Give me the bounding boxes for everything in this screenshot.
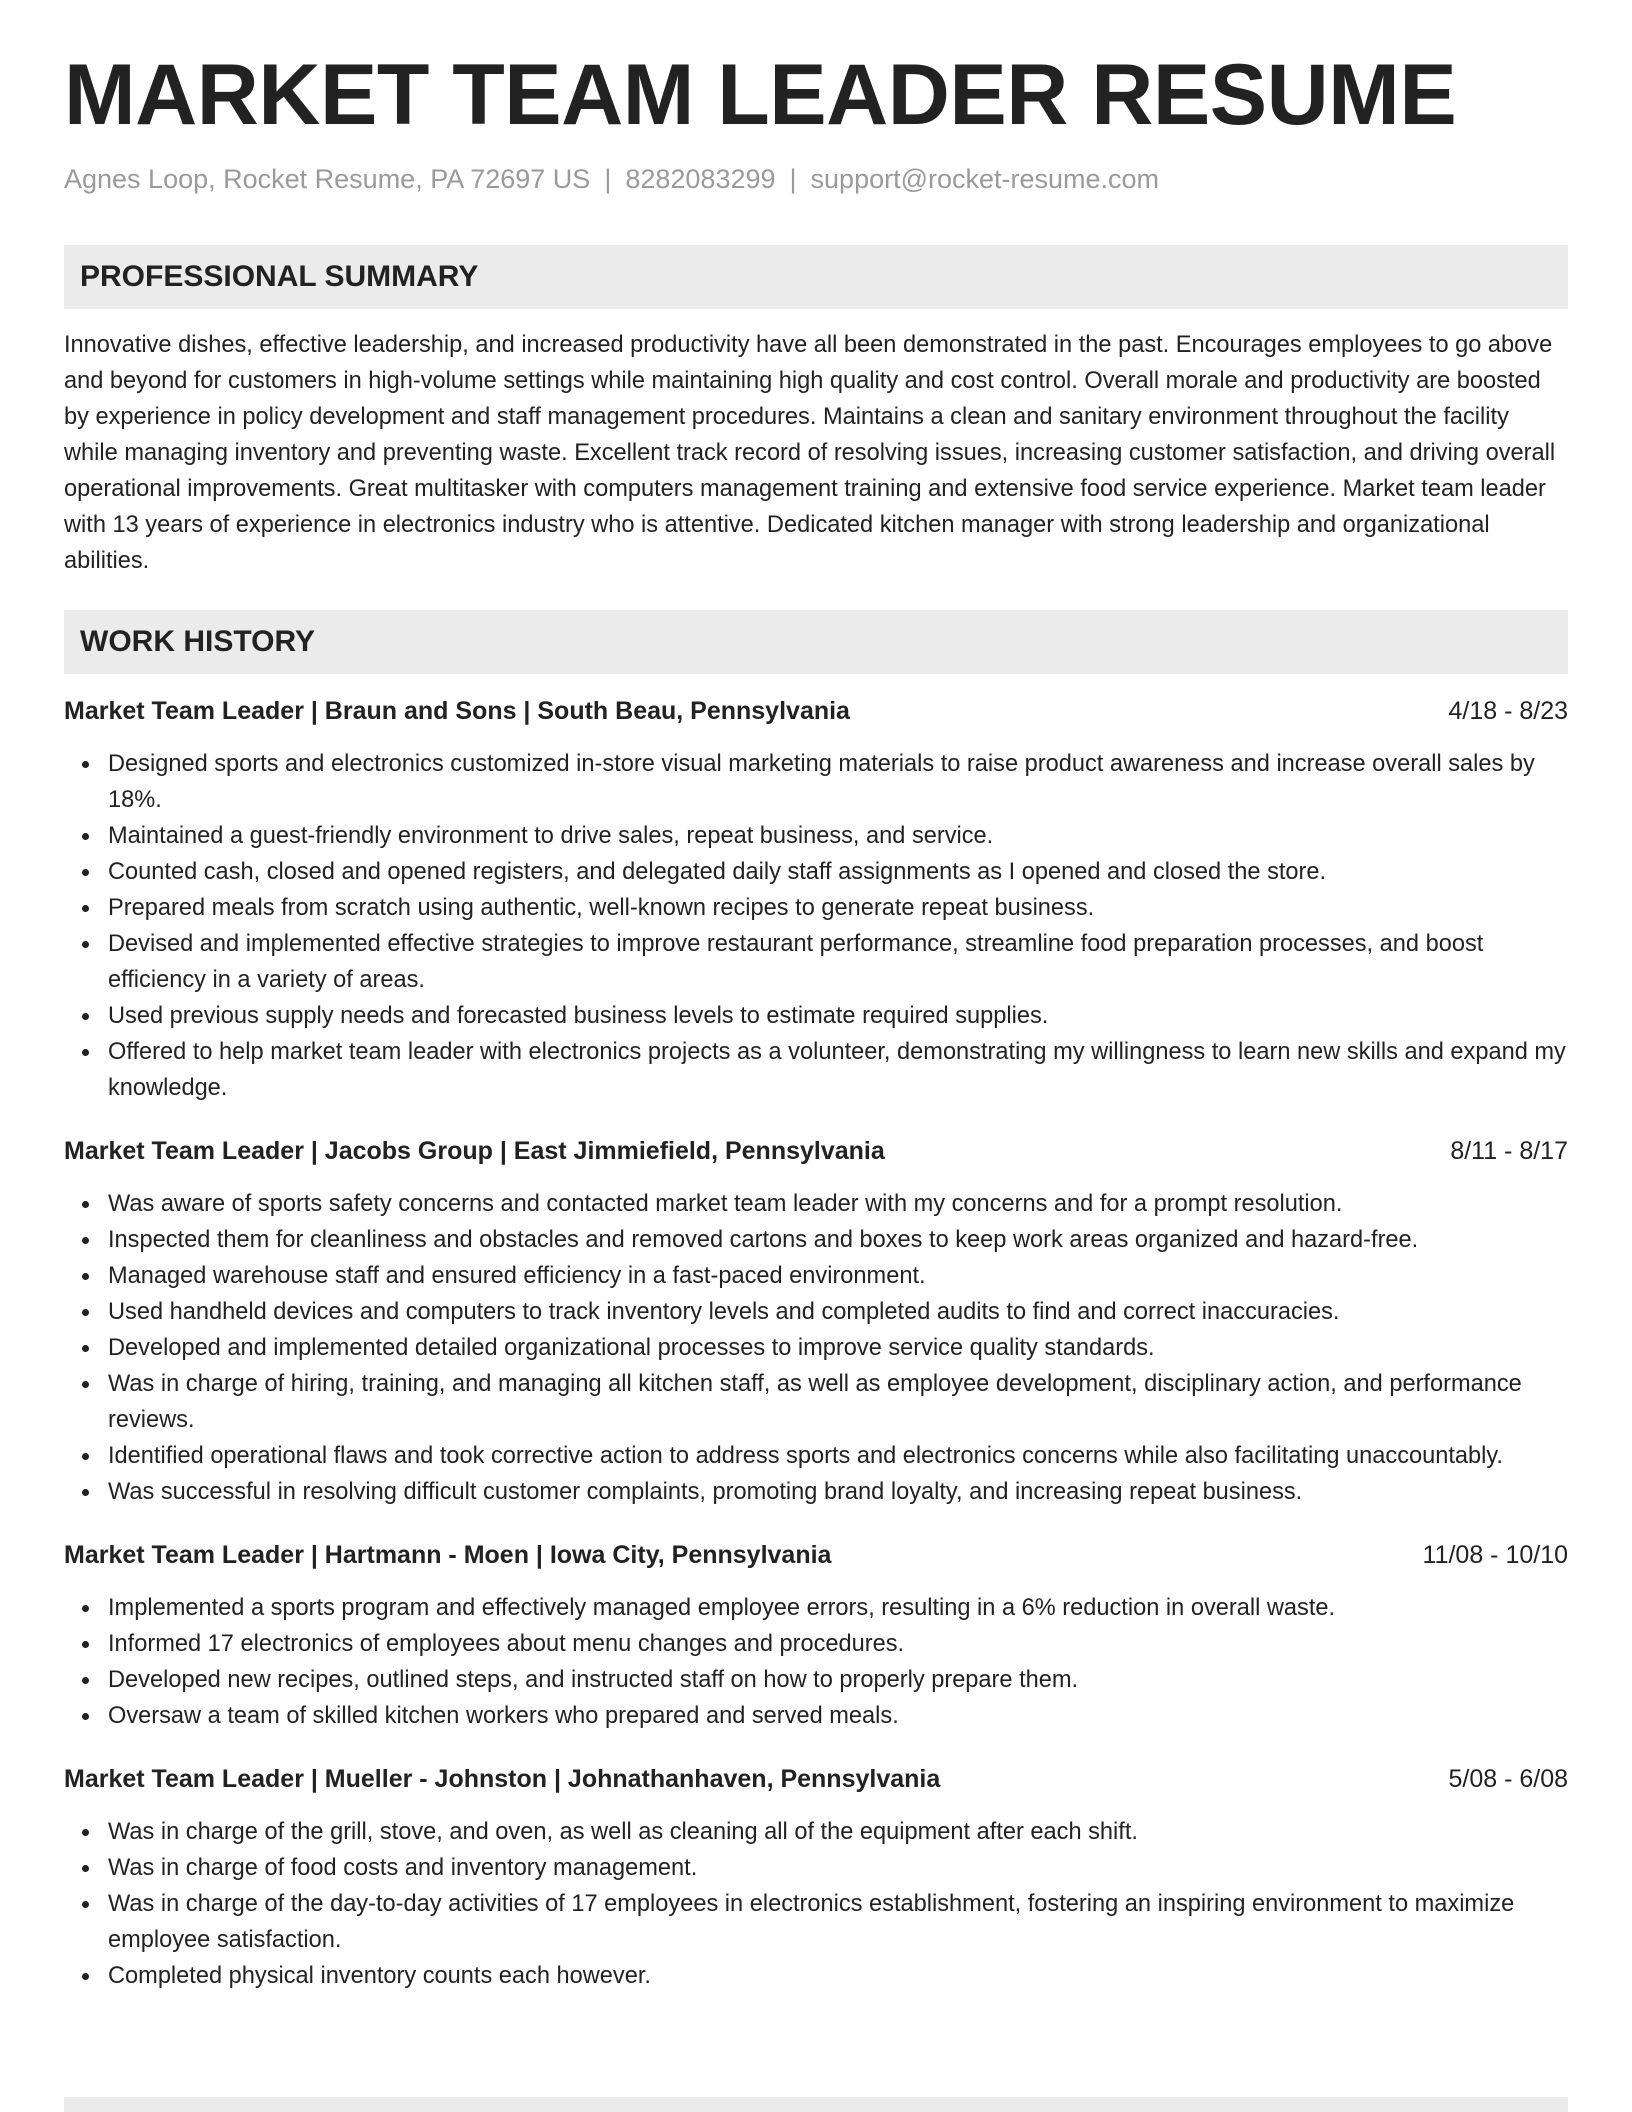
job-bullet-text: Inspected them for cleanliness and obstacles and removed cartons and boxes to keep work areas organized and hazard-free. [108, 1227, 1419, 1253]
section-header-work-history: WORK HISTORY [64, 610, 1568, 674]
job-bullet [64, 1330, 1568, 1366]
contact-address: Agnes Loop, Rocket Resume, PA 72697 US [64, 164, 591, 194]
job-bullet [64, 1958, 1568, 1994]
bullet-dot-icon [82, 1381, 89, 1388]
contact-separator: | [789, 164, 797, 194]
job-bullet [64, 1294, 1568, 1330]
job-bullet [64, 1222, 1568, 1258]
job-bullet [64, 1662, 1568, 1698]
job-title: Market Team Leader | Jacobs Group | East Jimmiefield, Pennsylvania [64, 1137, 885, 1165]
job-bullet-text: Identified operational flaws and took corrective action to address sports and electronics concerns while also facilitating unaccountably. [108, 1443, 1503, 1469]
job-bullet [64, 1590, 1568, 1626]
bullet-dot-icon [82, 1309, 89, 1316]
job-bullet [64, 926, 1568, 998]
job-bullet-text: Devised and implemented effective strategies to improve restaurant performance, streamline food preparation processes, and boost efficiency in a variety of areas. [108, 931, 1484, 993]
job-bullet-text: Used handheld devices and computers to track inventory levels and completed audits to find and correct inaccuracies. [108, 1299, 1340, 1325]
job-bullet [64, 890, 1568, 926]
bullet-dot-icon [82, 869, 89, 876]
job-bullet-list [64, 1590, 1568, 1734]
job-bullet [64, 1474, 1568, 1510]
bullet-dot-icon [82, 1605, 89, 1612]
bullet-dot-icon [82, 905, 89, 912]
job-bullet [64, 1438, 1568, 1474]
job-bullet-text: Managed warehouse staff and ensured efficiency in a fast-paced environment. [108, 1263, 926, 1289]
bullet-dot-icon [82, 1829, 89, 1836]
job-bullet-text: Was in charge of hiring, training, and managing all kitchen staff, as well as employee development, disciplinary action, and performance reviews. [108, 1371, 1522, 1433]
bullet-dot-icon [82, 1713, 89, 1720]
job-bullet [64, 746, 1568, 818]
bullet-dot-icon [82, 1013, 89, 1020]
job-header [64, 1134, 1568, 1168]
bullet-dot-icon [82, 941, 89, 948]
job-dates: 4/18 - 8/23 [1448, 697, 1568, 725]
job-dates: 8/11 - 8/17 [1450, 1137, 1568, 1165]
job-bullet-text: Was in charge of the day-to-day activities of 17 employees in electronics establishment, fostering an inspiring environment to maximize employee satisfaction. [108, 1891, 1515, 1953]
job-bullet-list [64, 1814, 1568, 1994]
job-bullet-text: Was successful in resolving difficult customer complaints, promoting brand loyalty, and increasing repeat business. [108, 1479, 1303, 1505]
job-bullet [64, 1034, 1568, 1106]
job-bullet [64, 818, 1568, 854]
job-bullet-text: Completed physical inventory counts each however. [108, 1963, 651, 1989]
bullet-dot-icon [82, 1677, 89, 1684]
job-header [64, 1538, 1568, 1572]
job-bullet-text: Implemented a sports program and effectively managed employee errors, resulting in a 6% reduction in overall waste. [108, 1595, 1336, 1621]
job-bullet [64, 1626, 1568, 1662]
job-bullet-text: Was in charge of the grill, stove, and oven, as well as cleaning all of the equipment after each shift. [108, 1819, 1138, 1845]
job-bullet-list [64, 746, 1568, 1106]
contact-line [64, 164, 1568, 195]
bullet-dot-icon [82, 1453, 89, 1460]
next-section-header [64, 2097, 1568, 2112]
job-bullet-text: Oversaw a team of skilled kitchen workers who prepared and served meals. [108, 1703, 899, 1729]
bullet-dot-icon [82, 833, 89, 840]
job-bullet [64, 1366, 1568, 1438]
job-header [64, 694, 1568, 728]
job-bullet [64, 854, 1568, 890]
work-history-list [64, 694, 1568, 1994]
job-bullet [64, 1698, 1568, 1734]
job-bullet-text: Developed new recipes, outlined steps, and instructed staff on how to properly prepare them. [108, 1667, 1079, 1693]
job-bullet-text: Designed sports and electronics customized in-store visual marketing materials to raise product awareness and increase overall sales by 18%. [108, 751, 1535, 813]
job-bullet-text: Maintained a guest-friendly environment to drive sales, repeat business, and service. [108, 823, 994, 849]
job-bullet-text: Used previous supply needs and forecasted business levels to estimate required supplies. [108, 1003, 1049, 1029]
job-bullet [64, 1850, 1568, 1886]
summary-text: Innovative dishes, effective leadership, and increased productivity have all been demonstrated in the past. Encourages employees to go above and beyond for customers in high-volume settings while maintaining high quality and cost control. Overall morale and productivity are boosted by experience in policy development and staff management procedures. Maintains a clean and sanitary environment throughout the facility while managing inventory and preventing waste. Excellent track record of resolving issues, increasing customer satisfaction, and driving overall operational improvements. Great multitasker with computers management training and extensive food service experience. Market team leader with 13 years of experience in electronics industry who is attentive. Dedicated kitchen manager with strong leadership and organizational abilities. [64, 332, 1556, 574]
job-dates: 11/08 - 10/10 [1422, 1541, 1568, 1569]
bullet-dot-icon [82, 1973, 89, 1980]
job-entry [64, 1134, 1568, 1510]
job-title: Market Team Leader | Braun and Sons | South Beau, Pennsylvania [64, 697, 850, 725]
job-entry [64, 1538, 1568, 1734]
contact-phone: 8282083299 [625, 164, 776, 194]
job-title: Market Team Leader | Hartmann - Moen | Iowa City, Pennsylvania [64, 1541, 832, 1569]
bullet-dot-icon [82, 1489, 89, 1496]
job-bullet-text: Prepared meals from scratch using authentic, well-known recipes to generate repeat business. [108, 895, 1095, 921]
job-bullet [64, 1886, 1568, 1958]
job-entry [64, 694, 1568, 1106]
bullet-dot-icon [82, 761, 89, 768]
job-entry [64, 1762, 1568, 1994]
bullet-dot-icon [82, 1865, 89, 1872]
contact-email: support@rocket-resume.com [810, 164, 1160, 194]
bullet-dot-icon [82, 1345, 89, 1352]
job-header [64, 1762, 1568, 1796]
job-bullet-text: Was in charge of food costs and inventory management. [108, 1855, 698, 1881]
job-bullet [64, 1186, 1568, 1222]
job-bullet-list [64, 1186, 1568, 1510]
job-title: Market Team Leader | Mueller - Johnston | Johnathanhaven, Pennsylvania [64, 1765, 941, 1793]
job-bullet-text: Was aware of sports safety concerns and contacted market team leader with my concerns and for a prompt resolution. [108, 1191, 1343, 1217]
bullet-dot-icon [82, 1237, 89, 1244]
bullet-dot-icon [82, 1901, 89, 1908]
job-dates: 5/08 - 6/08 [1448, 1765, 1568, 1793]
job-bullet [64, 1814, 1568, 1850]
job-bullet-text: Informed 17 electronics of employees about menu changes and procedures. [108, 1631, 905, 1657]
job-bullet-text: Counted cash, closed and opened registers, and delegated daily staff assignments as I opened and closed the store. [108, 859, 1327, 885]
resume-title: MARKET TEAM LEADER RESUME [64, 47, 1457, 143]
bullet-dot-icon [82, 1201, 89, 1208]
job-bullet-text: Developed and implemented detailed organizational processes to improve service quality standards. [108, 1335, 1155, 1361]
job-bullet [64, 1258, 1568, 1294]
job-bullet [64, 998, 1568, 1034]
job-bullet-text: Offered to help market team leader with electronics projects as a volunteer, demonstrating my willingness to learn new skills and expand my knowledge. [108, 1039, 1566, 1101]
bullet-dot-icon [82, 1641, 89, 1648]
contact-separator: | [604, 164, 612, 194]
bullet-dot-icon [82, 1273, 89, 1280]
bullet-dot-icon [82, 1049, 89, 1056]
section-header-summary: PROFESSIONAL SUMMARY [64, 245, 1568, 309]
